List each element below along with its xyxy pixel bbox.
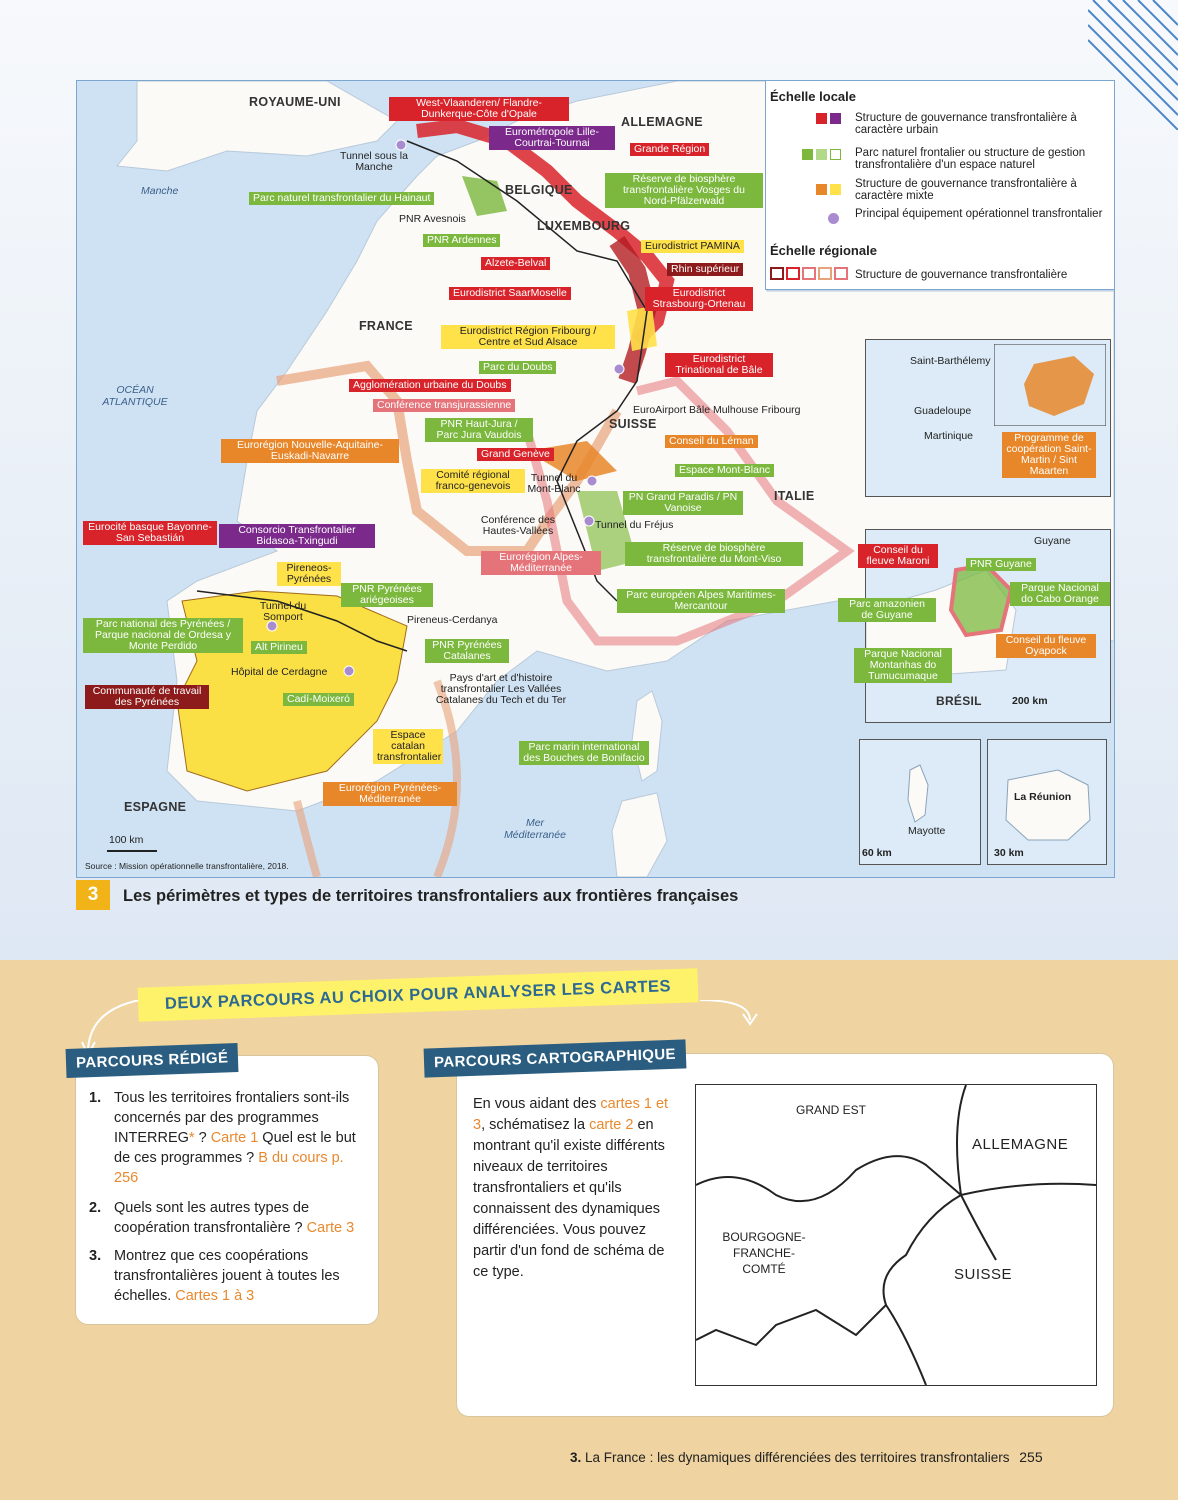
label-alzete-belval: Alzete-Belval	[481, 257, 550, 270]
footer-page-number: 255	[1019, 1449, 1043, 1465]
inset-guyane-name: Guyane	[1034, 535, 1071, 547]
country-espagne: ESPAGNE	[124, 800, 187, 814]
sea-mediterranee: Mer Méditerranée	[504, 817, 566, 841]
label-parc-marin: Parc marin international des Bouches de Bonifacio	[519, 741, 649, 765]
label-pays-art: Pays d'art et d'histoire transfrontalier Les Vallées Catalanes du Tech et du Ter	[435, 672, 567, 706]
sea-manche: Manche	[141, 185, 179, 197]
label-euroregion-alpes-med: Eurorégion Alpes-Méditerranée	[481, 551, 601, 575]
activity-banner: DEUX PARCOURS AU CHOIX POUR ANALYSER LES CARTES	[138, 968, 699, 1022]
question-1-text: Tous les territoires frontaliers sont-ils concernés par des programmes INTERREG	[114, 1090, 350, 1146]
inset-reunion-scale: 30 km	[994, 847, 1024, 859]
footer-chapter: 3.	[570, 1450, 582, 1465]
legend-swatch-mixed-yellow	[830, 184, 841, 195]
label-reserve-vosges: Réserve de biosphère transfrontalière Vosges du Nord-Pfälzerwald	[605, 173, 763, 208]
caption-number: 3	[76, 880, 110, 910]
inset-bresil: BRÉSIL	[936, 694, 982, 708]
legend-local-title: Échelle locale	[770, 89, 856, 104]
legend-swatch-urban-purple	[830, 113, 841, 124]
legend-swatch-green	[802, 149, 813, 160]
footer-title: La France : les dynamiques différenciées des territoires transfrontaliers	[585, 1450, 1010, 1465]
label-comite-franco-genevois: Comité régional franco-genevois	[421, 469, 525, 493]
sketch-grand-est: GRAND EST	[796, 1103, 867, 1117]
inset-programme-saint-martin: Programme de coopération Saint-Martin / Sint Maarten	[1002, 432, 1096, 478]
carto-ref-carte2[interactable]: carte 2	[589, 1117, 634, 1133]
label-saarmoselle: Eurodistrict SaarMoselle	[449, 287, 571, 300]
label-pnr-catalanes: PNR Pyrénées Catalanes	[425, 639, 509, 663]
inset-conseil-oyapock: Conseil du fleuve Oyapock	[996, 634, 1096, 658]
legend-item-facility: Principal équipement opérationnel transfrontalier	[855, 208, 1103, 220]
question-1-ref-cours[interactable]: B du cours p. 256	[114, 1150, 344, 1186]
sketch-base-map	[695, 1084, 1097, 1386]
label-pnr-avesnois: PNR Avesnois	[399, 213, 466, 225]
parcours-cartographique-title: PARCOURS CARTOGRAPHIQUE	[424, 1039, 687, 1077]
label-tunnel-somport: Tunnel du Somport	[259, 600, 307, 623]
legend-item-regional: Structure de gouvernance transfrontalière	[855, 269, 1068, 281]
question-2-number: 2.	[89, 1200, 102, 1216]
inset-guyane-scale: 200 km	[1012, 695, 1048, 707]
inset-guyane	[849, 529, 1111, 723]
legend-swatch-facility	[828, 213, 839, 224]
label-reserve-mont-viso: Réserve de biosphère transfrontalière du Mont-Viso	[625, 542, 803, 566]
question-1-number: 1.	[89, 1090, 102, 1106]
inset-mayotte-name: Mayotte	[908, 825, 946, 837]
question-2-text: Quels sont les autres types de coopération transfrontalière ?	[114, 1200, 310, 1236]
label-grande-region: Grande Région	[630, 143, 709, 156]
question-1	[89, 1088, 364, 1188]
scale-label: 100 km	[109, 834, 144, 846]
inset-reunion-name: La Réunion	[1014, 791, 1072, 803]
med-curve-1	[297, 801, 317, 877]
country-italie: ITALIE	[774, 489, 815, 503]
question-3-ref[interactable]: Cartes 1 à 3	[175, 1288, 255, 1304]
label-pireneus-cerdanya: Pireneus-Cerdanya	[407, 614, 498, 626]
label-parc-hainaut: Parc naturel transfrontalier du Hainaut	[249, 192, 434, 205]
label-euroregion-naq: Eurorégion Nouvelle-Aquitaine-Euskadi-Navarre	[221, 439, 399, 463]
label-parc-doubs: Parc du Doubs	[479, 361, 556, 374]
label-agglo-doubs: Agglomération urbaine du Doubs	[349, 379, 511, 392]
label-euroairport: EuroAirport Bâle Mulhouse Fribourg	[633, 404, 801, 416]
inset-mayotte-scale: 60 km	[862, 847, 892, 859]
label-conseil-leman: Conseil du Léman	[665, 435, 758, 448]
page-footer	[570, 1449, 1043, 1465]
label-euroregion-pyr-med: Eurorégion Pyrénées-Méditerranée	[323, 782, 457, 806]
inset-guadeloupe: Guadeloupe	[914, 405, 972, 417]
label-pnr-ariegeoises: PNR Pyrénées ariégeoises	[341, 583, 433, 607]
label-eurocite-basque: Eurocité basque Bayonne-San Sebastián	[83, 521, 217, 545]
legend-swatch-mixed-orange	[816, 184, 827, 195]
question-2	[89, 1198, 364, 1238]
label-conference-hautes-vallees: Conférence des Hautes-Vallées	[480, 514, 556, 537]
country-belgique: BELGIQUE	[505, 183, 573, 197]
label-eurometropole: Eurométropole Lille-Courtrai-Tournai	[489, 126, 615, 150]
legend-item-natural: Parc naturel frontalier ou structure de gestion transfrontalière d'un espace naturel	[855, 147, 1086, 171]
label-pireneos-pyrenees: Pireneos-Pyrénées	[277, 562, 341, 586]
label-fribourg: Eurodistrict Région Fribourg / Centre et Sud Alsace	[441, 325, 615, 349]
inset-parc-amazonien: Parc amazonien de Guyane	[838, 598, 936, 622]
inset-mayotte-svg	[860, 740, 980, 864]
legend-swatch-regional	[770, 267, 852, 281]
label-trinational-bale: Eurodistrict Trinational de Bâle	[665, 353, 773, 377]
sea-ocean: OCÉAN ATLANTIQUE	[102, 384, 168, 408]
facility-dot	[396, 140, 406, 150]
label-hopital-cerdagne: Hôpital de Cerdagne	[231, 666, 328, 678]
label-consorcio: Consorcio Transfrontalier Bidasoa-Txingudi	[219, 524, 375, 548]
question-1-mid: ?	[194, 1130, 211, 1146]
label-parc-mercantour: Parc européen Alpes Maritimes-Mercantour	[617, 589, 785, 613]
caption-text: Les périmètres et types de territoires transfrontaliers aux frontières françaises	[123, 887, 739, 905]
label-tunnel-mont-blanc: Tunnel du Mont-Blanc	[527, 472, 581, 495]
label-espace-mont-blanc: Espace Mont-Blanc	[675, 464, 774, 477]
facility-dot	[587, 476, 597, 486]
question-3-text: Montrez que ces coopérations transfrontalières jouent à toutes les échelles.	[114, 1248, 340, 1304]
inset-caraibes	[865, 339, 1111, 497]
inset-martinique: Martinique	[924, 430, 974, 442]
cross-border-map	[76, 80, 1115, 878]
inset-mayotte	[859, 739, 981, 865]
label-espace-catalan: Espace catalan transfrontalier	[373, 729, 443, 764]
label-alt-pirineu: Alt Pirineu	[251, 641, 307, 654]
map-legend	[765, 81, 1115, 290]
country-france: FRANCE	[359, 319, 413, 333]
inset-saint-barthelemy: Saint-Barthélemy	[910, 355, 991, 367]
question-1-ref-carte1[interactable]: Carte 1	[210, 1130, 259, 1146]
land-sardinia	[612, 793, 667, 877]
question-3	[89, 1246, 364, 1306]
label-conference-jura: Conférence transjurassienne	[373, 399, 515, 412]
inset-reunion	[987, 739, 1107, 865]
map-source: Source : Mission opérationnelle transfrontalière, 2018.	[85, 861, 289, 871]
country-luxembourg: LUXEMBOURG	[537, 219, 631, 233]
label-rhin-superieur: Rhin supérieur	[667, 263, 743, 276]
facility-dot	[614, 364, 624, 374]
country-suisse: SUISSE	[609, 417, 657, 431]
question-3-number: 3.	[89, 1248, 102, 1264]
label-tunnel-manche: Tunnel sous la Manche	[340, 150, 408, 173]
label-pn-pyrenees-ordesa: Parc national des Pyrénées / Parque nacional de Ordesa y Monte Perdido	[83, 618, 243, 653]
label-communaute-travail: Communauté de travail des Pyrénées	[85, 685, 209, 709]
legend-swatch-green-light	[816, 149, 827, 160]
carto-text-1: En vous aidant des	[473, 1096, 601, 1112]
sketch-suisse: SUISSE	[954, 1266, 1013, 1283]
label-pnr-haut-jura: PNR Haut-Jura / Parc Jura Vaudois	[425, 418, 533, 442]
label-pn-grand-paradis: PN Grand Paradis / PN Vanoise	[623, 491, 743, 515]
legend-item-mixed: Structure de gouvernance transfrontalière à caractère mixte	[855, 178, 1077, 202]
legend-swatch-urban-red	[816, 113, 827, 124]
carto-text-3: en montrant qu'il existe différents niveaux de territoires transfrontaliers et qu'ils connaissent des dynamiques différenciées. Vous pouvez partir d'un fond de schéma de ce type.	[473, 1117, 665, 1280]
inset-conseil-maroni: Conseil du fleuve Maroni	[858, 544, 938, 568]
label-strasbourg-ortenau: Eurodistrict Strasbourg-Ortenau	[645, 287, 753, 311]
parcours-cartographique-text	[473, 1094, 683, 1283]
label-pnr-ardennes: PNR Ardennes	[423, 234, 500, 247]
country-allemagne: ALLEMAGNE	[621, 115, 703, 129]
carto-ref-cartes[interactable]: cartes 1 et 3	[473, 1096, 669, 1133]
question-1-star: *	[188, 1130, 195, 1146]
inset-parque-tumucumaque: Parque Nacional Montanhas do Tumucumaque	[854, 648, 952, 683]
facility-dot	[344, 666, 354, 676]
question-2-ref[interactable]: Carte 3	[306, 1220, 355, 1236]
country-royaume-uni: ROYAUME-UNI	[249, 95, 341, 109]
label-tunnel-frejus: Tunnel du Fréjus	[595, 519, 674, 531]
inset-saint-martin-svg	[994, 344, 1106, 426]
land-corsica	[632, 691, 662, 781]
inset-pnr-guyane: PNR Guyane	[966, 558, 1036, 571]
legend-regional-title: Échelle régionale	[770, 243, 877, 258]
facility-dot	[584, 516, 594, 526]
label-eurodistrict-pamina: Eurodistrict PAMINA	[641, 240, 744, 253]
parcours-redige-card	[76, 1056, 378, 1324]
sketch-bourgogne: BOURGOGNE-FRANCHE-COMTÉ	[722, 1230, 806, 1276]
label-cadi-moixero: Cadí-Moixeró	[283, 693, 354, 706]
parcours-cartographique-card	[457, 1054, 1113, 1416]
inset-parque-cabo: Parque Nacional do Cabo Orange	[1010, 582, 1110, 606]
label-grand-geneve: Grand Genève	[477, 448, 554, 461]
sketch-allemagne: ALLEMAGNE	[972, 1136, 1069, 1153]
carto-text-2: , schématisez la	[481, 1117, 590, 1133]
legend-swatch-green-outline	[830, 149, 841, 160]
question-1-text2: Quel est le but de ces programmes ?	[114, 1130, 356, 1166]
legend-item-urban: Structure de gouvernance transfrontalière à caractère urbain	[855, 112, 1077, 136]
label-west-vlaanderen: West-Vlaanderen/ Flandre-Dunkerque-Côte d'Opale	[389, 97, 569, 121]
parcours-redige-title: PARCOURS RÉDIGÉ	[66, 1043, 239, 1078]
